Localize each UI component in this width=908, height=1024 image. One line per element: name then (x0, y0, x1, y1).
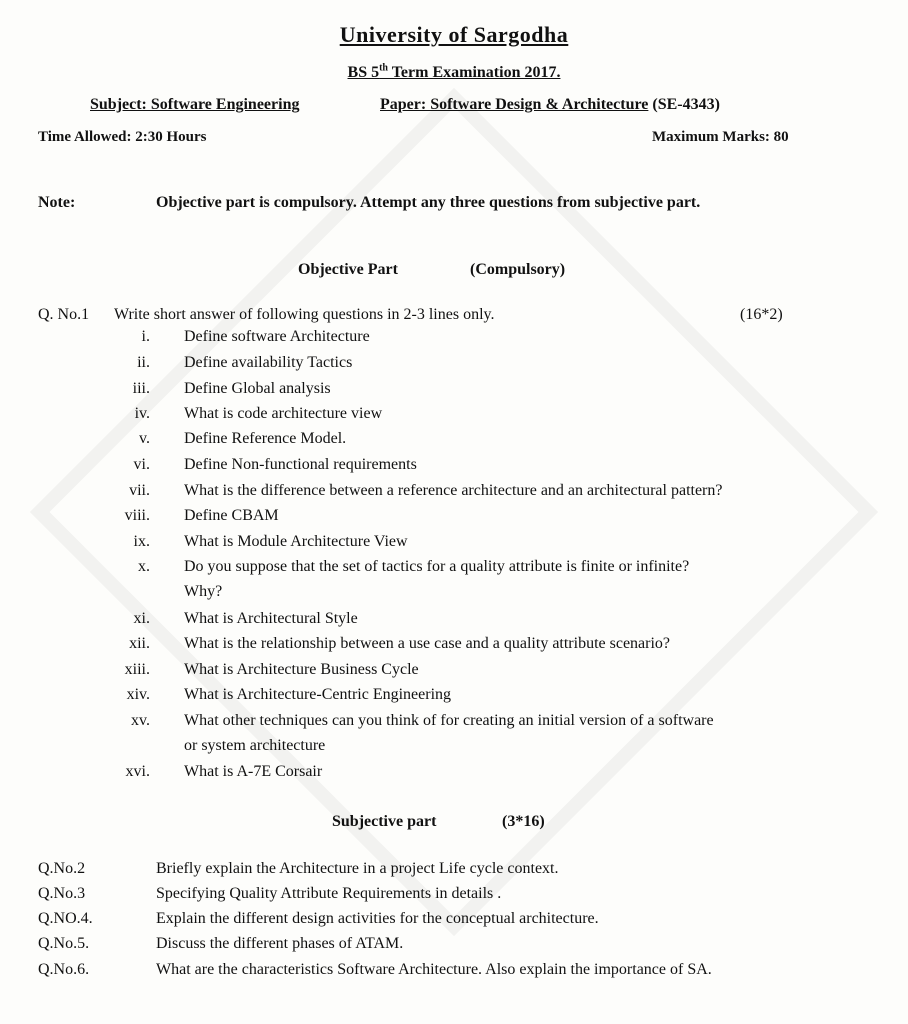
note-text: Objective part is compulsory. Attempt any three questions from subjective part. (156, 194, 701, 211)
question-text: What is Architecture-Centric Engineering (184, 686, 452, 703)
exam-sup: th (379, 63, 388, 74)
subjective-text: Briefly explain the Architecture in a project Life cycle context. (156, 860, 559, 877)
objective-tag: (Compulsory) (470, 261, 566, 278)
objective-title: Objective Part (298, 261, 398, 278)
question-number: ix. (133, 533, 150, 550)
question-text: What is Module Architecture View (184, 533, 408, 550)
question-text: What is Architecture Business Cycle (184, 661, 419, 678)
question-number: xvi. (125, 763, 150, 780)
question-number: vi. (133, 456, 150, 473)
question-number: x. (138, 558, 150, 575)
maximum-marks: Maximum Marks: 80 (652, 129, 789, 145)
question-number: vii. (129, 482, 150, 499)
subject-label: Subject: Software Engineering (90, 96, 300, 113)
question-text: Define software Architecture (184, 328, 370, 345)
paper-line (380, 96, 720, 114)
subjective-title: Subjective part (332, 813, 437, 830)
question-number: v. (139, 430, 150, 447)
university-title: University of Sargodha (339, 22, 569, 47)
question-text: What is code architecture view (184, 405, 383, 422)
question-number: xv. (131, 712, 150, 729)
question-number: xii. (129, 635, 150, 652)
question-number: viii. (124, 507, 150, 524)
question-text: Define CBAM (184, 507, 279, 524)
question-text: What is the relationship between a use case and a quality attribute scenario? (184, 635, 671, 652)
question-text-continued: or system architecture (184, 737, 326, 754)
time-allowed: Time Allowed: 2:30 Hours (38, 129, 207, 145)
subjective-number: Q.No.3 (38, 885, 86, 902)
subjective-text: Explain the different design activities for the conceptual architecture. (156, 910, 599, 927)
subjective-number: Q.NO.4. (38, 910, 93, 927)
question-text: What is A-7E Corsair (184, 763, 323, 780)
question-number: xiv. (126, 686, 150, 703)
question-number: i. (141, 328, 150, 345)
subjective-number: Q.No.2 (38, 860, 86, 877)
question-text-continued: Why? (184, 583, 223, 600)
subjective-number: Q.No.5. (38, 935, 90, 952)
exam-prefix: BS 5 (347, 64, 380, 82)
question-text: Define availability Tactics (184, 354, 353, 371)
note-label: Note: (38, 194, 76, 211)
question-text: Do you suppose that the set of tactics for a quality attribute is finite or infinite? (184, 558, 690, 575)
q1-instruction: Write short answer of following questions in 2-3 lines only. (114, 306, 495, 323)
question-text: What is Architectural Style (184, 610, 358, 627)
question-text: Define Global analysis (184, 380, 331, 397)
paper-label: Paper: Software Design & Architecture (380, 96, 649, 113)
subjective-number: Q.No.6. (38, 961, 90, 978)
subjective-text: Discuss the different phases of ATAM. (156, 935, 404, 952)
question-text: What is the difference between a reference architecture and an architectural pattern? (184, 482, 723, 499)
question-number: xiii. (124, 661, 150, 678)
exam-title (0, 63, 908, 82)
question-text: Define Reference Model. (184, 430, 347, 447)
paper-code: (SE-4343) (652, 96, 720, 113)
q1-marks: (16*2) (740, 306, 783, 323)
question-text: Define Non-functional requirements (184, 456, 417, 473)
watermark-diamond (30, 88, 879, 937)
question-number: iii. (132, 380, 150, 397)
question-number: iv. (134, 405, 150, 422)
question-number: xi. (133, 610, 150, 627)
subjective-marks: (3*16) (502, 813, 545, 830)
q1-number: Q. No.1 (38, 306, 90, 323)
subjective-text: What are the characteristics Software Architecture. Also explain the importance of SA. (156, 961, 712, 978)
question-number: ii. (137, 354, 150, 371)
exam-suffix: Term Examination 2017. (388, 64, 561, 82)
subjective-text: Specifying Quality Attribute Requirements in details . (156, 885, 502, 902)
question-text: What other techniques can you think of for creating an initial version of a software (184, 712, 714, 729)
